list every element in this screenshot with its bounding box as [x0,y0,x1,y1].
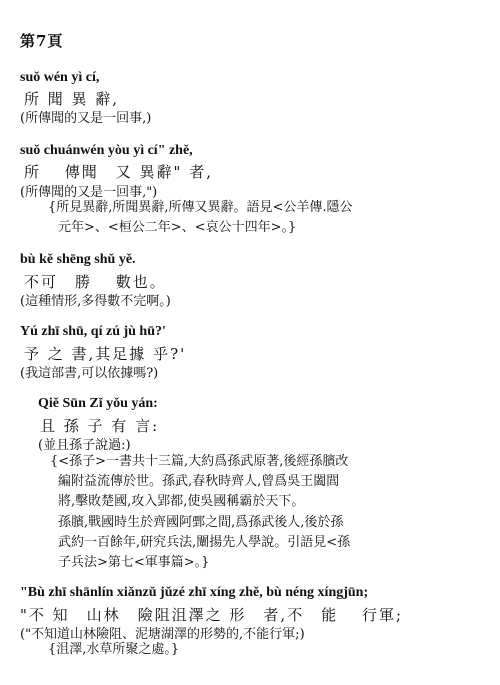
note-line: 元年>、<桓公二年>、<哀公十四年>。} [58,220,297,235]
pinyin-line: Qiě Sūn Zǐ yǒu yán: [38,396,158,411]
chinese-line: 不可 勝 數也。 [24,273,167,291]
chinese-line: 且 孫 子 有 言: [40,417,160,435]
gloss-line: ("不知道山林險阻、泥塘湖澤的形勢的,不能行軍;) [20,627,305,642]
note-line: {所見異辭,所聞異辭,所傳又異辭。語見<公羊傳.隱公 [48,200,353,215]
pinyin-line: bù kě shēng shǔ yě. [20,252,136,267]
gloss-line: (我這部書,可以依據嗎?) [20,366,159,381]
gloss-line: (這種情形,多得數不完啊。) [20,294,171,309]
gloss-line: (並且孫子說過:) [38,438,131,453]
note-line: 孫臏,戰國時生於齊國阿鄄之間,爲孫武後人,後於孫 [58,515,344,530]
note-line: 武約一百餘年,研究兵法,闡揚先人學說。引語見<孫 [58,535,351,550]
note-line: {<孫子>一書共十三篇,大約爲孫武原著,後經孫臏改 [50,454,349,469]
pinyin-line: "Bù zhī shānlín xiǎnzǔ jǔzé zhī xíng zhě, bù néng xíngjūn; [20,585,369,600]
chinese-line: "不 知 山林 險阻沮澤之 形 者,不 能 行軍; [20,606,404,624]
note-line: {沮澤,水草所聚之處。} [48,642,180,657]
chinese-line: 所 聞 異 辭, [24,90,120,108]
page-number: 第7頁 [20,32,64,50]
gloss-line: (所傳聞的又是一回事,) [20,111,152,126]
gloss-line: (所傳聞的又是一回事,") [20,185,158,200]
chinese-line: 予 之 書,其足據 乎?' [24,345,187,363]
pinyin-line: suǒ wén yì cí, [20,70,100,85]
pinyin-line: suǒ chuánwén yòu yì cí" zhě, [20,143,193,158]
note-line: 子兵法>第七<軍事篇>。} [58,555,210,570]
chinese-line: 所 傳聞 又 異辭" 者, [24,163,213,181]
pinyin-line: Yú zhī shū, qí zú jù hū?' [20,324,166,339]
note-line: 將,擊敗楚國,攻入郢都,使吳國稱霸於天下。 [58,494,305,509]
note-line: 編附益流傳於世。孫武,春秋時齊人,曾爲吳王闔閭 [58,474,340,489]
